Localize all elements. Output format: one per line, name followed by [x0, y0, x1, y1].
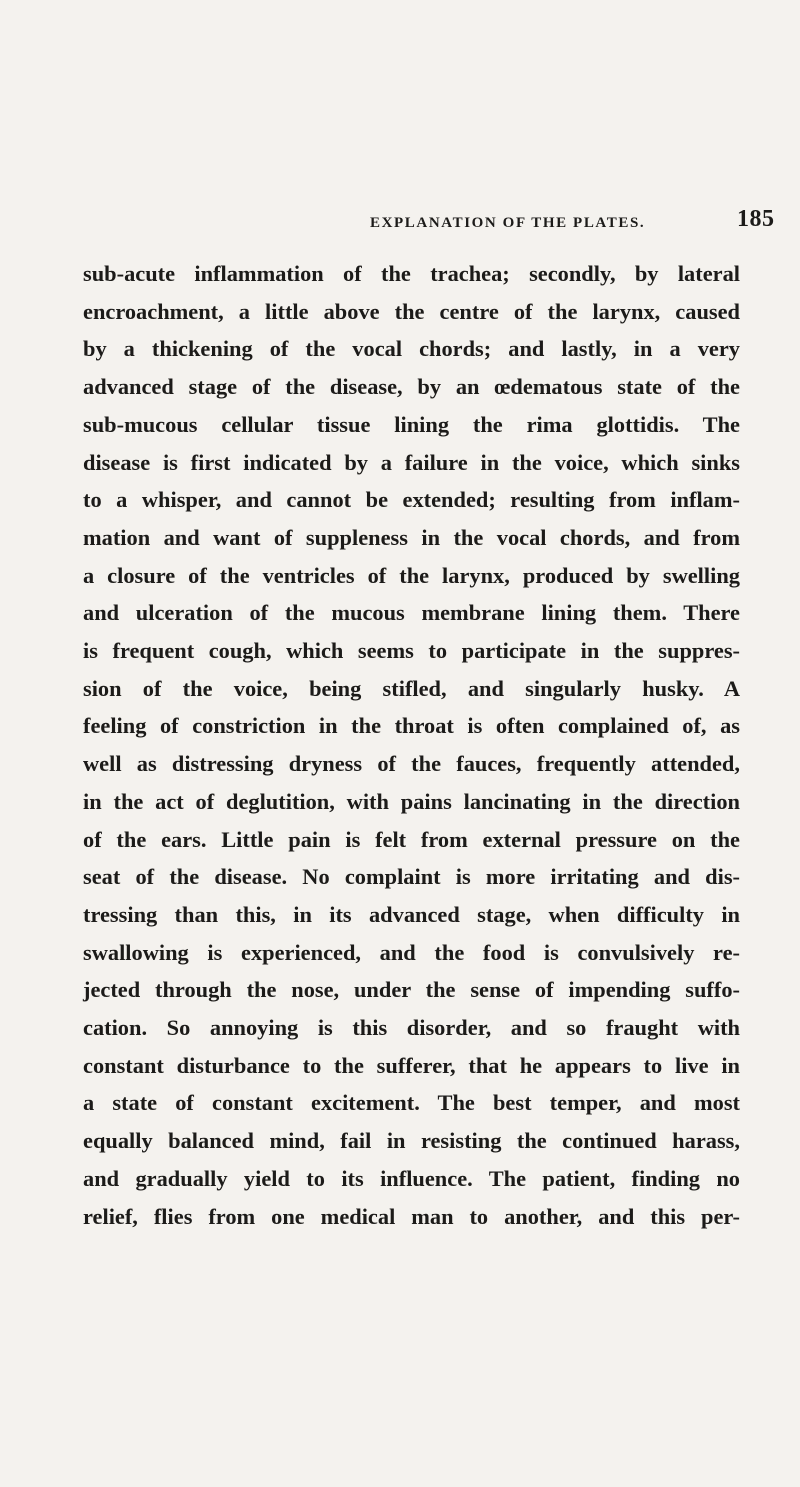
text-line: well as distressing dryness of the fauces, frequently attended,	[83, 751, 740, 777]
running-header: EXPLANATION OF THE PLATES.	[370, 215, 646, 231]
text-line: equally balanced mind, fail in resisting the continued harass,	[83, 1128, 740, 1154]
text-line: seat of the disease. No complaint is more irritating and dis-	[83, 864, 740, 890]
text-line: in the act of deglutition, with pains lancinating in the direction	[83, 788, 740, 814]
text-line: encroachment, a little above the centre of the larynx, caused	[83, 298, 740, 324]
body-paragraph	[83, 255, 740, 1235]
text-line: sub-mucous cellular tissue lining the rima glottidis. The	[83, 411, 740, 437]
text-line: cation. So annoying is this disorder, and so fraught with	[83, 1015, 740, 1041]
text-line: relief, flies from one medical man to another, and this per-	[83, 1203, 740, 1229]
text-line: by a thickening of the vocal chords; and lastly, in a very	[83, 336, 740, 362]
page-number: 185	[737, 206, 775, 232]
text-line: is frequent cough, which seems to participate in the suppres-	[83, 638, 740, 664]
text-line: swallowing is experienced, and the food is convulsively re-	[83, 939, 740, 965]
text-line: and gradually yield to its influence. The patient, finding no	[83, 1165, 740, 1191]
text-line: to a whisper, and cannot be extended; resulting from inflam-	[83, 487, 740, 513]
text-line: tressing than this, in its advanced stage, when difficulty in	[83, 901, 740, 927]
text-line: of the ears. Little pain is felt from external pressure on the	[83, 826, 740, 852]
text-line: sub-acute inflammation of the trachea; secondly, by lateral	[83, 261, 740, 286]
text-line: feeling of constriction in the throat is often complained of, as	[83, 713, 740, 739]
text-line: jected through the nose, under the sense of impending suffo-	[83, 977, 740, 1003]
text-line: a closure of the ventricles of the larynx, produced by swelling	[83, 562, 740, 588]
text-line: sion of the voice, being stifled, and singularly husky. A	[83, 675, 740, 701]
text-line: mation and want of suppleness in the vocal chords, and from	[83, 524, 740, 550]
text-line: a state of constant excitement. The best temper, and most	[83, 1090, 740, 1116]
text-line: and ulceration of the mucous membrane lining them. There	[83, 600, 740, 626]
text-line: disease is first indicated by a failure in the voice, which sinks	[83, 449, 740, 475]
text-line: constant disturbance to the sufferer, that he appears to live in	[83, 1052, 740, 1078]
text-line: advanced stage of the disease, by an œdematous state of the	[83, 374, 740, 400]
